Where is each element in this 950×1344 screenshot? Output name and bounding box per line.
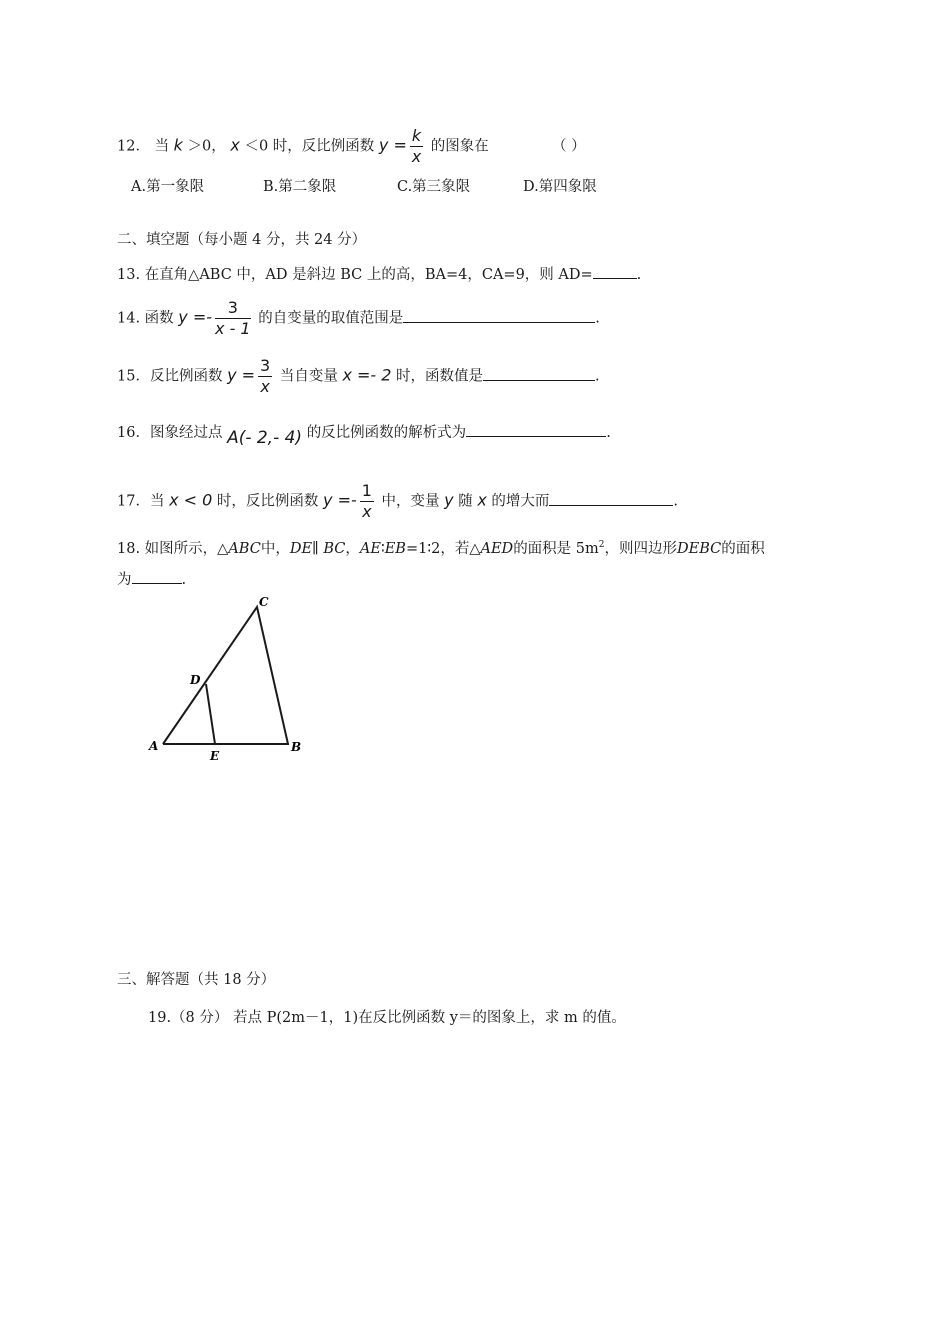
segment-de (206, 684, 215, 744)
q17-prefix: 17．当 (117, 493, 165, 510)
q14-func-lhs: y =- (178, 307, 213, 327)
q17-frac-den: x (362, 502, 372, 521)
q17-mid: 时，反比例函数 (216, 493, 319, 510)
question-18 (117, 541, 765, 556)
q18-superscript: 2 (598, 540, 605, 550)
q13-answer-blank (593, 264, 637, 279)
triangle-figure (145, 594, 315, 769)
label-e: E (210, 749, 220, 763)
q17-answer-blank (549, 491, 673, 506)
question-16 (117, 422, 611, 448)
q18-text-7: ，则四边形 (604, 540, 678, 557)
label-d: D (190, 673, 201, 687)
q17-var-x: x (477, 490, 487, 510)
q12-frac-num: k (411, 126, 422, 145)
q15-func-lhs: y = (227, 365, 256, 385)
q16-answer-blank (466, 422, 606, 437)
q13-end: . (636, 267, 642, 283)
q12-var-x: x (230, 135, 240, 155)
q18-end: . (181, 572, 187, 588)
q18-text-6: 的面积是 5m (513, 540, 599, 557)
q12-answer-paren: （ ） (551, 138, 586, 155)
q12-text: 当 (154, 138, 170, 155)
q14-answer-blank (403, 308, 595, 323)
q13-text: 13. 在直角△ABC 中，AD 是斜边 BC 上的高，BA=4，CA=9，则 AD= (117, 267, 593, 283)
q15-end: . (595, 368, 600, 385)
q16-suffix: 的反比例函数的解析式为 (306, 425, 467, 441)
label-c: C (259, 595, 269, 609)
q12-options (131, 180, 597, 195)
q18-text-8: 的面积 (721, 540, 765, 557)
q18-triangle-aed: AED (480, 540, 514, 557)
q12-fraction (410, 128, 423, 165)
q18-text-1: 18. 如图所示，△ (117, 540, 229, 557)
question-15 (117, 358, 600, 395)
q12-option-c: C.第三象限 (397, 179, 471, 195)
q17-fraction (360, 483, 374, 520)
q18-quadrilateral: DEBC (677, 540, 722, 557)
q18-parallel: DE∥ BC (289, 540, 346, 557)
q18-text-2: 中， (260, 540, 290, 557)
q16-prefix: 16．图象经过点 (117, 425, 223, 441)
q12-number: 12． (117, 138, 150, 155)
q12-text-b: 的图象在 (430, 138, 489, 155)
q18-triangle-abc: ABC (228, 540, 261, 557)
question-13 (117, 264, 641, 283)
q14-suffix: 的自变量的取值范围是 (258, 310, 404, 327)
q14-prefix: 14. 函数 (117, 310, 174, 327)
q15-frac-num: 3 (260, 356, 271, 375)
label-a: A (149, 739, 159, 753)
q15-prefix: 15．反比例函数 (117, 368, 223, 385)
question-19: 19.（8 分） 若点 P(2m－1，1)在反比例函数 y＝的图象上，求 m 的值。 (148, 1010, 626, 1026)
q12-frac-den: x (411, 147, 422, 166)
q15-fraction (258, 358, 272, 395)
q12-cond-k: ＞0， (187, 138, 226, 155)
q17-suffix: 的增大而 (491, 493, 550, 510)
q15-frac-den: x (260, 377, 270, 396)
section-3-title: 三、解答题（共 18 分） (117, 972, 276, 988)
q14-frac-den: x - 1 (215, 319, 251, 338)
triangle-outline (163, 607, 288, 744)
q17-var-y: y (444, 490, 454, 510)
q18-text-3: ， (345, 540, 360, 557)
label-b: B (291, 740, 302, 754)
q12-cond-x: ＜0 时，反比例函数 (244, 138, 375, 155)
q17-func-lhs: y =- (323, 490, 357, 510)
q17-mid3: 随 (458, 493, 473, 510)
q15-suffix: 时，函数值是 (396, 368, 484, 385)
q18-line2-text: 为 (117, 572, 132, 588)
q14-frac-num: 3 (215, 300, 251, 319)
question-17 (117, 483, 678, 520)
q17-cond: x < 0 (169, 490, 213, 510)
q12-option-d: D.第四象限 (523, 179, 597, 195)
q14-fraction (215, 300, 251, 337)
question-12 (117, 128, 586, 165)
q17-frac-num: 1 (361, 481, 372, 500)
q15-cond: x =- 2 (342, 365, 392, 385)
q15-answer-blank (483, 366, 595, 381)
q12-option-a: A.第一象限 (131, 179, 205, 195)
q18-answer-blank (132, 569, 182, 584)
q18-text-5: =1∶2，若△ (405, 540, 481, 557)
q12-option-b: B.第二象限 (263, 179, 337, 195)
question-14 (117, 300, 600, 337)
section-2-title: 二、填空题（每小题 4 分，共 24 分） (117, 232, 367, 248)
q18-line-2 (117, 569, 186, 588)
q16-point: A(- 2,- 4) (227, 428, 303, 448)
q12-var-k: k (173, 135, 183, 155)
q14-end: . (595, 310, 600, 327)
q18-text-4: ∶ (380, 540, 385, 557)
q12-func-lhs: y = (378, 135, 407, 155)
q16-end: . (606, 425, 611, 441)
q17-mid2: 中，变量 (381, 493, 440, 510)
q17-end: . (673, 493, 679, 510)
q18-segment-eb: EB (384, 540, 406, 557)
q18-segment-ae: AE (359, 540, 381, 557)
q15-mid: 当自变量 (279, 368, 338, 385)
